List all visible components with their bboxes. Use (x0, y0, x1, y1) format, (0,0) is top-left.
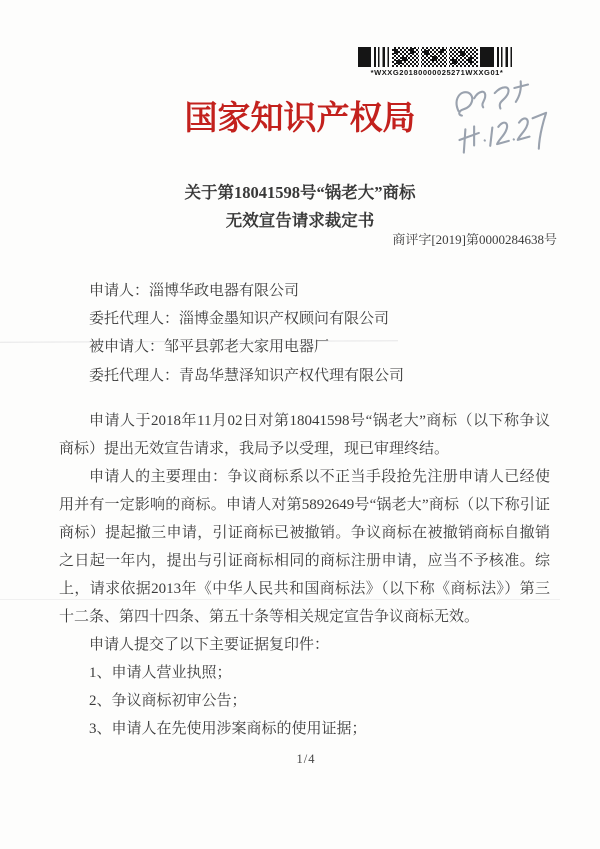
evidence-list (59, 659, 550, 743)
page-number: 1/4 (296, 752, 316, 766)
evidence-item-3: 3、申请人在先使用涉案商标的使用证据； (89, 721, 367, 737)
party-value: 青岛华慧泽知识产权代理有限公司 (179, 367, 405, 384)
parties-block (89, 277, 404, 390)
document-body (59, 407, 550, 743)
evidence-item-2: 2、争议商标初审公告； (89, 693, 247, 709)
party-row-respondent-agent (89, 362, 404, 390)
doc-title-line1: 关于第18041598号“锅老大”商标 (184, 183, 416, 202)
reference-number: 商评字[2019]第0000284638号 (392, 232, 557, 247)
body-paragraph-filing: 申请人于2018年11月02日对第18041598号“锅老大”商标（以下称争议商标）提出无效宣告请求，我局予以受理，现已审理终结。 (59, 413, 550, 457)
agency-title: 国家知识产权局 (184, 99, 416, 136)
evidence-item-1: 1、申请人营业执照； (89, 665, 232, 681)
party-label: 被申请人： (89, 339, 165, 356)
party-row-respondent (89, 333, 404, 361)
body-paragraph-evidence-intro: 申请人提交了以下主要证据复印件： (89, 637, 330, 653)
party-row-applicant-agent (89, 305, 404, 333)
doc-title-line2: 无效宣告请求裁定书 (225, 211, 375, 230)
barcode-image (358, 47, 516, 67)
party-label: 委托代理人： (89, 367, 180, 384)
party-value: 淄博金墨知识产权顾问有限公司 (179, 311, 390, 328)
party-label: 委托代理人： (89, 311, 180, 328)
party-label: 申请人： (89, 283, 150, 299)
party-value: 淄博华政电器有限公司 (149, 283, 300, 299)
body-paragraph-claims: 申请人的主要理由：争议商标系以不正当手段抢先注册申请人已经使用并有一定影响的商标。申请人对第5892649号“锅老大”商标（以下称引证商标）提起撤三申请，引证商标已被撤销。争议商标在被撤销商标自撤销之日起一年内，提出与引证商标相同的商标注册申请，应当不予核准。综上，请求依据2013年《中华人民共和国商标法》（以下称《商标法》）第三十二条、第四十四条、第五十条等相关规定宣告争议商标无效。 (59, 469, 550, 625)
party-value: 邹平县郭老大家用电器厂 (164, 339, 330, 356)
party-row-applicant (89, 277, 404, 305)
barcode (356, 47, 518, 77)
barcode-text: *WXXG20180000025271WXXG01* (370, 68, 504, 77)
doc-title (0, 179, 600, 235)
